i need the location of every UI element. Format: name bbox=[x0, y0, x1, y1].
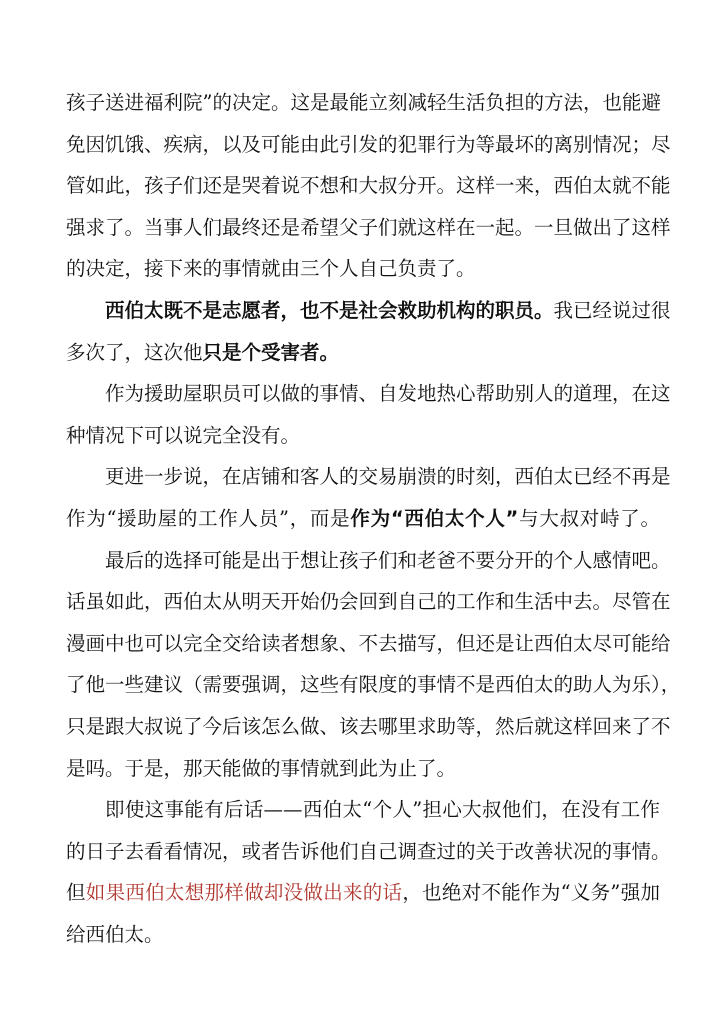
text-line bbox=[66, 706, 671, 748]
text-line bbox=[66, 872, 660, 914]
text-run: 话虽如此，西伯太从明天开始仍会回到自己的工作和生活中去。尽管在 bbox=[66, 590, 671, 614]
text-line bbox=[66, 290, 671, 332]
text-run: 是吗。于是，那天能做的事情就到此为止了。 bbox=[66, 756, 457, 780]
text-line bbox=[66, 831, 671, 873]
text-line bbox=[66, 623, 671, 665]
bold-text: 只是个受害者。 bbox=[202, 340, 340, 364]
text-run: 的日子去看看情况，或者告诉他们自己调查过的关于改善状况的事情。 bbox=[66, 839, 671, 863]
text-line bbox=[66, 82, 660, 124]
text-run: 作为援助屋职员可以做的事情、自发地热心帮助别人的道理，在这 bbox=[105, 382, 671, 406]
text-run: 的决定，接下来的事情就由三个人自己负责了。 bbox=[66, 257, 476, 281]
text-run: 强求了。当事人们最终还是希望父子们就这样在一起。一旦做出了这样 bbox=[66, 215, 671, 239]
text-line bbox=[66, 540, 671, 582]
bold-text: 作为“西伯太个人” bbox=[350, 506, 519, 530]
text-run: 免因饥饿、疾病，以及可能由此引发的犯罪行为等最坏的离别情况；尽 bbox=[66, 132, 671, 156]
text-run: 漫画中也可以完全交给读者想象、不去描写，但还是让西伯太尽可能给 bbox=[66, 631, 671, 655]
text-line bbox=[66, 415, 660, 457]
bold-text: 西伯太既不是志愿者，也不是社会救助机构的职员。 bbox=[105, 298, 554, 322]
text-run: 更进一步说，在店铺和客人的交易崩溃的时刻，西伯太已经不再是 bbox=[105, 465, 671, 489]
paragraph-5 bbox=[66, 540, 681, 790]
text-line bbox=[66, 332, 660, 374]
text-line bbox=[66, 581, 671, 623]
paragraph-6 bbox=[66, 789, 671, 955]
text-line bbox=[66, 456, 671, 498]
paragraph-1 bbox=[66, 82, 671, 290]
text-run: 孩子送进福利院”的决定。这是最能立刻减轻生活负担的方法，也能避 bbox=[66, 91, 661, 114]
paragraph-4 bbox=[66, 456, 671, 539]
text-line bbox=[66, 373, 671, 415]
text-run: 管如此，孩子们还是哭着说不想和大叔分开。这样一来，西伯太就不能 bbox=[66, 174, 671, 198]
red-highlight-text: 如果西伯太想那样做却没做出来的话 bbox=[85, 881, 403, 905]
paragraph-3 bbox=[66, 373, 671, 456]
text-run: 但 bbox=[66, 881, 86, 905]
text-line bbox=[66, 248, 660, 290]
text-run: 最后的选择可能是出于想让孩子们和老爸不要分开的个人感情吧。 bbox=[105, 548, 671, 572]
text-line bbox=[66, 914, 660, 956]
text-run: 多次了，这次他 bbox=[66, 340, 203, 364]
paragraph-2 bbox=[66, 290, 671, 373]
text-run: 种情况下可以说完全没有。 bbox=[66, 423, 301, 447]
text-run: 作为“援助屋的工作人员”，而是 bbox=[66, 506, 351, 530]
text-line bbox=[66, 789, 660, 831]
text-line bbox=[66, 498, 660, 540]
document-page bbox=[66, 82, 681, 955]
text-line bbox=[66, 165, 671, 207]
text-line bbox=[66, 207, 671, 249]
text-run: 给西伯太。 bbox=[66, 922, 164, 946]
text-run: 即使这事能有后话——西伯太“个人”担心大叔他们，在没有工作 bbox=[105, 798, 660, 822]
text-line bbox=[66, 124, 671, 166]
text-run: 我已经说过很 bbox=[553, 298, 671, 322]
text-line bbox=[66, 748, 660, 790]
text-run: ，也绝对不能作为“义务”强加 bbox=[402, 881, 660, 905]
text-run: 只是跟大叔说了今后该怎么做、该去哪里求助等，然后就这样回来了不 bbox=[66, 714, 671, 738]
text-run: 了他一些建议（需要强调，这些有限度的事情不是西伯太的助人为乐）， bbox=[66, 673, 681, 697]
text-line bbox=[66, 664, 681, 706]
text-run: 与大叔对峙了。 bbox=[518, 506, 660, 530]
